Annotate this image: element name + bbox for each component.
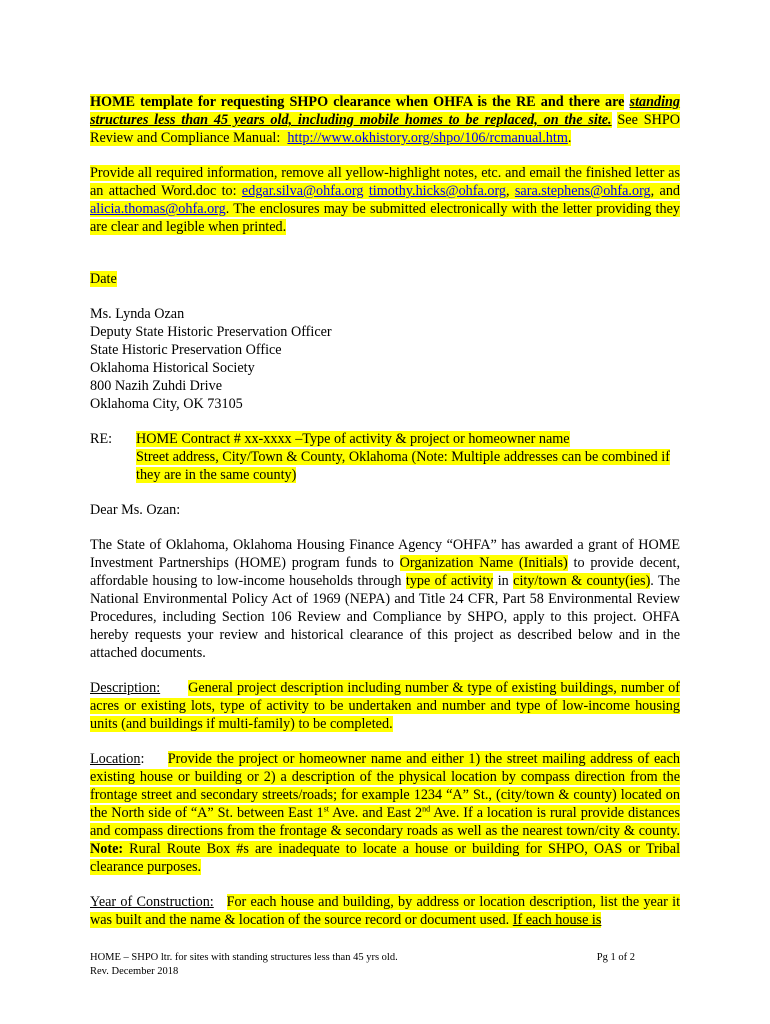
re-line-1: HOME Contract # xx-xxxx –Type of activity & project or homeowner name — [136, 431, 570, 447]
email-link-timothy[interactable]: timothy.hicks@ohfa.org — [368, 183, 507, 199]
recipient-name: Ms. Lynda Ozan — [90, 306, 185, 322]
email-link-edgar[interactable]: edgar.silva@ohfa.org — [241, 183, 364, 199]
page-number: Pg 1 of 2 — [596, 952, 635, 963]
recipient-address — [90, 305, 680, 413]
recipient-org: Oklahoma Historical Society — [90, 360, 255, 376]
recipient-city: Oklahoma City, OK 73105 — [90, 396, 243, 412]
location-section: Location: Provide the project or homeowner name and either 1) the street mailing address of each existing house or building or 2) a description of the physical location by compass direction from the frontage street and secondary streets/roads; for example 1234 “A” St., (city/town & county) located on the North side of “A” St. between East 1st Ave. and East 2nd Ave. If a location is rural provide distances and compass directions from the frontage & secondary roads as well as the nearest town/city & county. Note: Rural Route Box #s are inadequate to locate a house or building for SHPO, OAS or Tribal clearance purposes. — [90, 751, 681, 875]
note-label: Note: — [90, 841, 124, 857]
re-body — [136, 430, 680, 484]
re-label: RE: — [90, 431, 113, 447]
comma: , — [506, 183, 510, 199]
instructions-text-2: . The enclosures may be submitted electronically with the letter providing they are clear and legible when printed. — [90, 201, 680, 235]
intro-block — [90, 93, 680, 147]
salutation: Dear Ms. Ozan: — [90, 502, 181, 518]
activity-placeholder: type of activity — [405, 573, 494, 589]
recipient-office: State Historic Preservation Office — [90, 342, 282, 358]
construction-label: Year of Construction: — [90, 894, 214, 910]
footer-revision: Rev. December 2018 — [90, 966, 179, 977]
footer-title: HOME – SHPO ltr. for sites with standing structures less than 45 yrs old. — [90, 952, 398, 963]
manual-suffix: . — [567, 130, 572, 146]
document-body — [90, 93, 680, 929]
description-text: General project description including number & type of existing buildings, number of acres or existing lots, type of activity to be undertaken and number and type of low-income housing units (and buildings if multi-family) to be completed. — [90, 680, 680, 732]
date-line: Date — [90, 271, 117, 287]
location-text: Provide the project or homeowner name and either 1) the street mailing address of each existing house or building or 2) a description of the physical location by compass direction from the frontage street and secondary streets/roads; for example 1234 “A” St., (city/town & county) located on the North side of “A” St. between East 1st Ave. and East 2nd Ave. If a location is rural provide distances and compass directions from the frontage & secondary roads as well as the nearest town/city & county. Note: Rural Route Box #s are inadequate to locate a house or building for SHPO, OAS or Tribal clearance purposes. — [90, 751, 681, 875]
email-link-sara[interactable]: sara.stephens@ohfa.org — [514, 183, 651, 199]
and-text: , and — [650, 183, 681, 199]
instructions-text: Provide all required information, remove all yellow-highlight notes, etc. and email the finished letter as an attached Word.doc to: — [90, 165, 680, 199]
manual-link[interactable]: http://www.okhistory.org/shpo/106/rcmanual.htm — [287, 130, 568, 146]
instructions-paragraph — [90, 164, 680, 236]
recipient-title: Deputy State Historic Preservation Officer — [90, 324, 332, 340]
template-subtitle: standing structures less than 45 years old, including mobile homes to be replaced, on the site. — [90, 94, 681, 128]
org-name-placeholder: Organization Name (Initials) — [399, 555, 568, 571]
email-link-alicia[interactable]: alicia.thomas@ohfa.org — [90, 201, 226, 217]
construction-text: For each house and building, by address or location description, list the year it was built and the name & location of the source record or document used. If each house is — [90, 894, 681, 928]
page-footer — [90, 951, 635, 979]
city-county-placeholder: city/town & county(ies) — [513, 573, 651, 589]
description-section — [90, 679, 680, 733]
construction-section — [90, 893, 680, 929]
re-line-2: Street address, City/Town & County, Oklahoma (Note: Multiple addresses can be combined if they are in the same county) — [136, 449, 670, 483]
template-title: HOME template for requesting SHPO clearance when OHFA is the RE and there are — [90, 94, 625, 110]
re-block — [90, 430, 680, 484]
manual-prefix: See SHPO Review and Compliance Manual: — [90, 112, 680, 146]
recipient-street: 800 Nazih Zuhdi Drive — [90, 378, 222, 394]
body-paragraph: The State of Oklahoma, Oklahoma Housing Finance Agency “OHFA” has awarded a grant of HOME Investment Partnerships (HOME) program funds to Organization Name (Initials) to provide decent, affordable housing to low-income households through type of activity in city/town & county(ies). The National Environmental Policy Act of 1969 (NEPA) and Title 24 CFR, Part 58 Environmental Review Procedures, including Section 106 Review and Compliance by SHPO, apply to this project. OHFA hereby requests your review and historical clearance of this project as described below and in the attached documents. — [90, 537, 681, 661]
location-label: Location — [90, 751, 141, 767]
description-label: Description: — [90, 680, 161, 696]
